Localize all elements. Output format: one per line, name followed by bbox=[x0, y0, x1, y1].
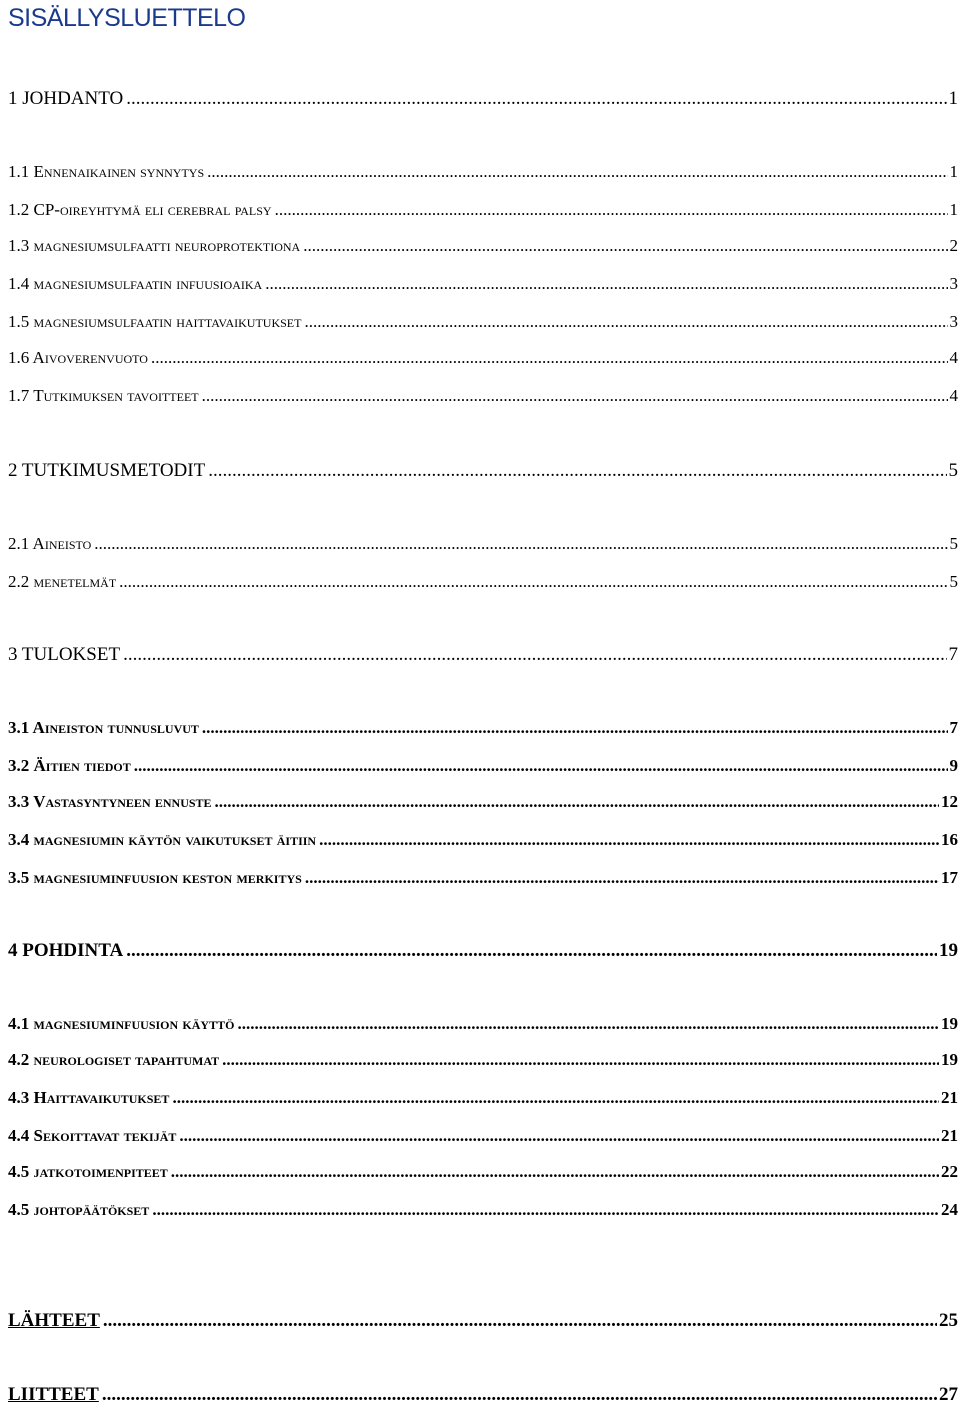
toc-entry-label: 2.1 Aineisto bbox=[8, 534, 92, 553]
toc-entry-2[interactable] bbox=[8, 460, 958, 482]
toc-entry-page: 12 bbox=[941, 792, 958, 811]
toc-entry-4-5a[interactable] bbox=[8, 1162, 958, 1182]
toc-entry-2-1[interactable] bbox=[8, 534, 958, 554]
toc-entry-3-4[interactable] bbox=[8, 830, 958, 850]
toc-entry-page: 21 bbox=[941, 1126, 958, 1145]
toc-entry-page: 19 bbox=[941, 1014, 958, 1033]
toc-entry-2-2[interactable] bbox=[8, 572, 958, 592]
toc-entry-page: 5 bbox=[948, 460, 958, 481]
toc-entry-page: 5 bbox=[949, 534, 958, 553]
leader-dots bbox=[179, 1126, 939, 1146]
toc-entry-label: 1.5 magnesiumsulfaatin haittavaikutukset bbox=[8, 312, 302, 331]
toc-entry-page: 3 bbox=[949, 274, 958, 293]
leader-dots bbox=[215, 792, 939, 812]
toc-entry-3-2[interactable] bbox=[8, 756, 958, 776]
toc-entry-1-6[interactable] bbox=[8, 348, 958, 368]
leader-dots bbox=[303, 236, 947, 256]
toc-entry-4-4[interactable] bbox=[8, 1126, 958, 1146]
leader-dots bbox=[103, 1310, 937, 1332]
leader-dots bbox=[123, 644, 946, 666]
toc-entry-page: 21 bbox=[941, 1088, 958, 1107]
page-title: SISÄLLYSLUETTELO bbox=[8, 4, 246, 32]
toc-entry-4[interactable] bbox=[8, 940, 958, 962]
toc-entry-page: 7 bbox=[949, 718, 958, 737]
leader-dots bbox=[275, 200, 948, 220]
toc-entry-label: 1 JOHDANTO bbox=[8, 88, 124, 109]
toc-entry-appendices[interactable] bbox=[8, 1384, 958, 1406]
toc-entry-label: LÄHTEET bbox=[8, 1310, 100, 1331]
toc-entry-1-5[interactable] bbox=[8, 312, 958, 332]
leader-dots bbox=[319, 830, 939, 850]
toc-entry-label: 1.6 Aivoverenvuoto bbox=[8, 348, 148, 367]
toc-entry-label: 4.4 Sekoittavat tekijät bbox=[8, 1126, 177, 1145]
leader-dots bbox=[237, 1014, 939, 1034]
toc-entry-page: 19 bbox=[939, 940, 958, 961]
toc-entry-1-2[interactable] bbox=[8, 200, 958, 220]
toc-entry-page: 25 bbox=[939, 1310, 958, 1331]
toc-entry-label: 1.1 Ennenaikainen synnytys bbox=[8, 162, 205, 181]
toc-entry-1-1[interactable] bbox=[8, 162, 958, 182]
toc-entry-label: 1.3 magnesiumsulfaatti neuroprotektiona bbox=[8, 236, 301, 255]
toc-entry-1-7[interactable] bbox=[8, 386, 958, 406]
toc-entry-label: LIITTEET bbox=[8, 1384, 99, 1405]
leader-dots bbox=[222, 1050, 939, 1070]
toc-entry-label: 3.1 Aineiston tunnusluvut bbox=[8, 718, 199, 737]
leader-dots bbox=[126, 88, 946, 110]
toc-entry-3[interactable] bbox=[8, 644, 958, 666]
leader-dots bbox=[119, 572, 947, 592]
leader-dots bbox=[102, 1384, 937, 1406]
toc-entry-page: 24 bbox=[941, 1200, 958, 1219]
toc-entry-page: 19 bbox=[941, 1050, 958, 1069]
toc-entry-page: 9 bbox=[949, 756, 958, 775]
toc-entry-label: 3.3 Vastasyntyneen ennuste bbox=[8, 792, 212, 811]
leader-dots bbox=[171, 1162, 939, 1182]
leader-dots bbox=[208, 460, 946, 482]
toc-entry-page: 5 bbox=[949, 572, 958, 591]
leader-dots bbox=[94, 534, 947, 554]
toc-entry-page: 16 bbox=[941, 830, 958, 849]
toc-entry-label: 2 TUTKIMUSMETODIT bbox=[8, 460, 206, 481]
leader-dots bbox=[207, 162, 947, 182]
leader-dots bbox=[304, 312, 947, 332]
toc-entry-label: 3.2 Äitien tiedot bbox=[8, 756, 131, 775]
toc-entry-4-2[interactable] bbox=[8, 1050, 958, 1070]
toc-entry-label: 2.2 menetelmät bbox=[8, 572, 117, 591]
toc-entry-page: 1 bbox=[949, 200, 958, 219]
toc-entry-page: 4 bbox=[949, 386, 958, 405]
leader-dots bbox=[134, 756, 948, 776]
toc-entry-1[interactable] bbox=[8, 88, 958, 110]
toc-entry-label: 4.2 neurologiset tapahtumat bbox=[8, 1050, 220, 1069]
toc-entry-label: 3.5 magnesiuminfuusion keston merkitys bbox=[8, 868, 302, 887]
leader-dots bbox=[305, 868, 939, 888]
toc-entry-label: 1.2 CP-oireyhtymä eli cerebral palsy bbox=[8, 200, 272, 219]
toc-entry-label: 4.5 johtopäätökset bbox=[8, 1200, 150, 1219]
leader-dots bbox=[151, 348, 948, 368]
leader-dots bbox=[172, 1088, 939, 1108]
toc-entry-3-5[interactable] bbox=[8, 868, 958, 888]
toc-entry-3-3[interactable] bbox=[8, 792, 958, 812]
toc-entry-3-1[interactable] bbox=[8, 718, 958, 738]
toc-entry-page: 4 bbox=[949, 348, 958, 367]
leader-dots bbox=[202, 386, 948, 406]
toc-entry-1-4[interactable] bbox=[8, 274, 958, 294]
toc-entry-page: 1 bbox=[949, 162, 958, 181]
toc-entry-page: 3 bbox=[949, 312, 958, 331]
toc-entry-label: 1.7 Tutkimuksen tavoitteet bbox=[8, 386, 199, 405]
toc-entry-page: 1 bbox=[948, 88, 958, 109]
toc-entry-label: 4.3 Haittavaikutukset bbox=[8, 1088, 170, 1107]
toc-entry-4-5b[interactable] bbox=[8, 1200, 958, 1220]
toc-entry-label: 4.1 magnesiuminfuusion käyttö bbox=[8, 1014, 235, 1033]
toc-entry-page: 17 bbox=[941, 868, 958, 887]
toc-entry-4-3[interactable] bbox=[8, 1088, 958, 1108]
toc-entry-label: 4 POHDINTA bbox=[8, 940, 124, 961]
toc-entry-page: 27 bbox=[939, 1384, 958, 1405]
leader-dots bbox=[152, 1200, 939, 1220]
toc-entry-label: 3 TULOKSET bbox=[8, 644, 121, 665]
leader-dots bbox=[126, 940, 937, 962]
toc-entry-page: 2 bbox=[949, 236, 958, 255]
toc-entry-label: 1.4 magnesiumsulfaatin infuusioaika bbox=[8, 274, 263, 293]
toc-entry-references[interactable] bbox=[8, 1310, 958, 1332]
toc-entry-label: 4.5 jatkotoimenpiteet bbox=[8, 1162, 168, 1181]
leader-dots bbox=[202, 718, 948, 738]
toc-entry-4-1[interactable] bbox=[8, 1014, 958, 1034]
leader-dots bbox=[265, 274, 947, 294]
toc-entry-label: 3.4 magnesiumin käytön vaikutukset äitiin bbox=[8, 830, 317, 849]
toc-entry-page: 7 bbox=[948, 644, 958, 665]
toc-entry-1-3[interactable] bbox=[8, 236, 958, 256]
toc-entry-page: 22 bbox=[941, 1162, 958, 1181]
